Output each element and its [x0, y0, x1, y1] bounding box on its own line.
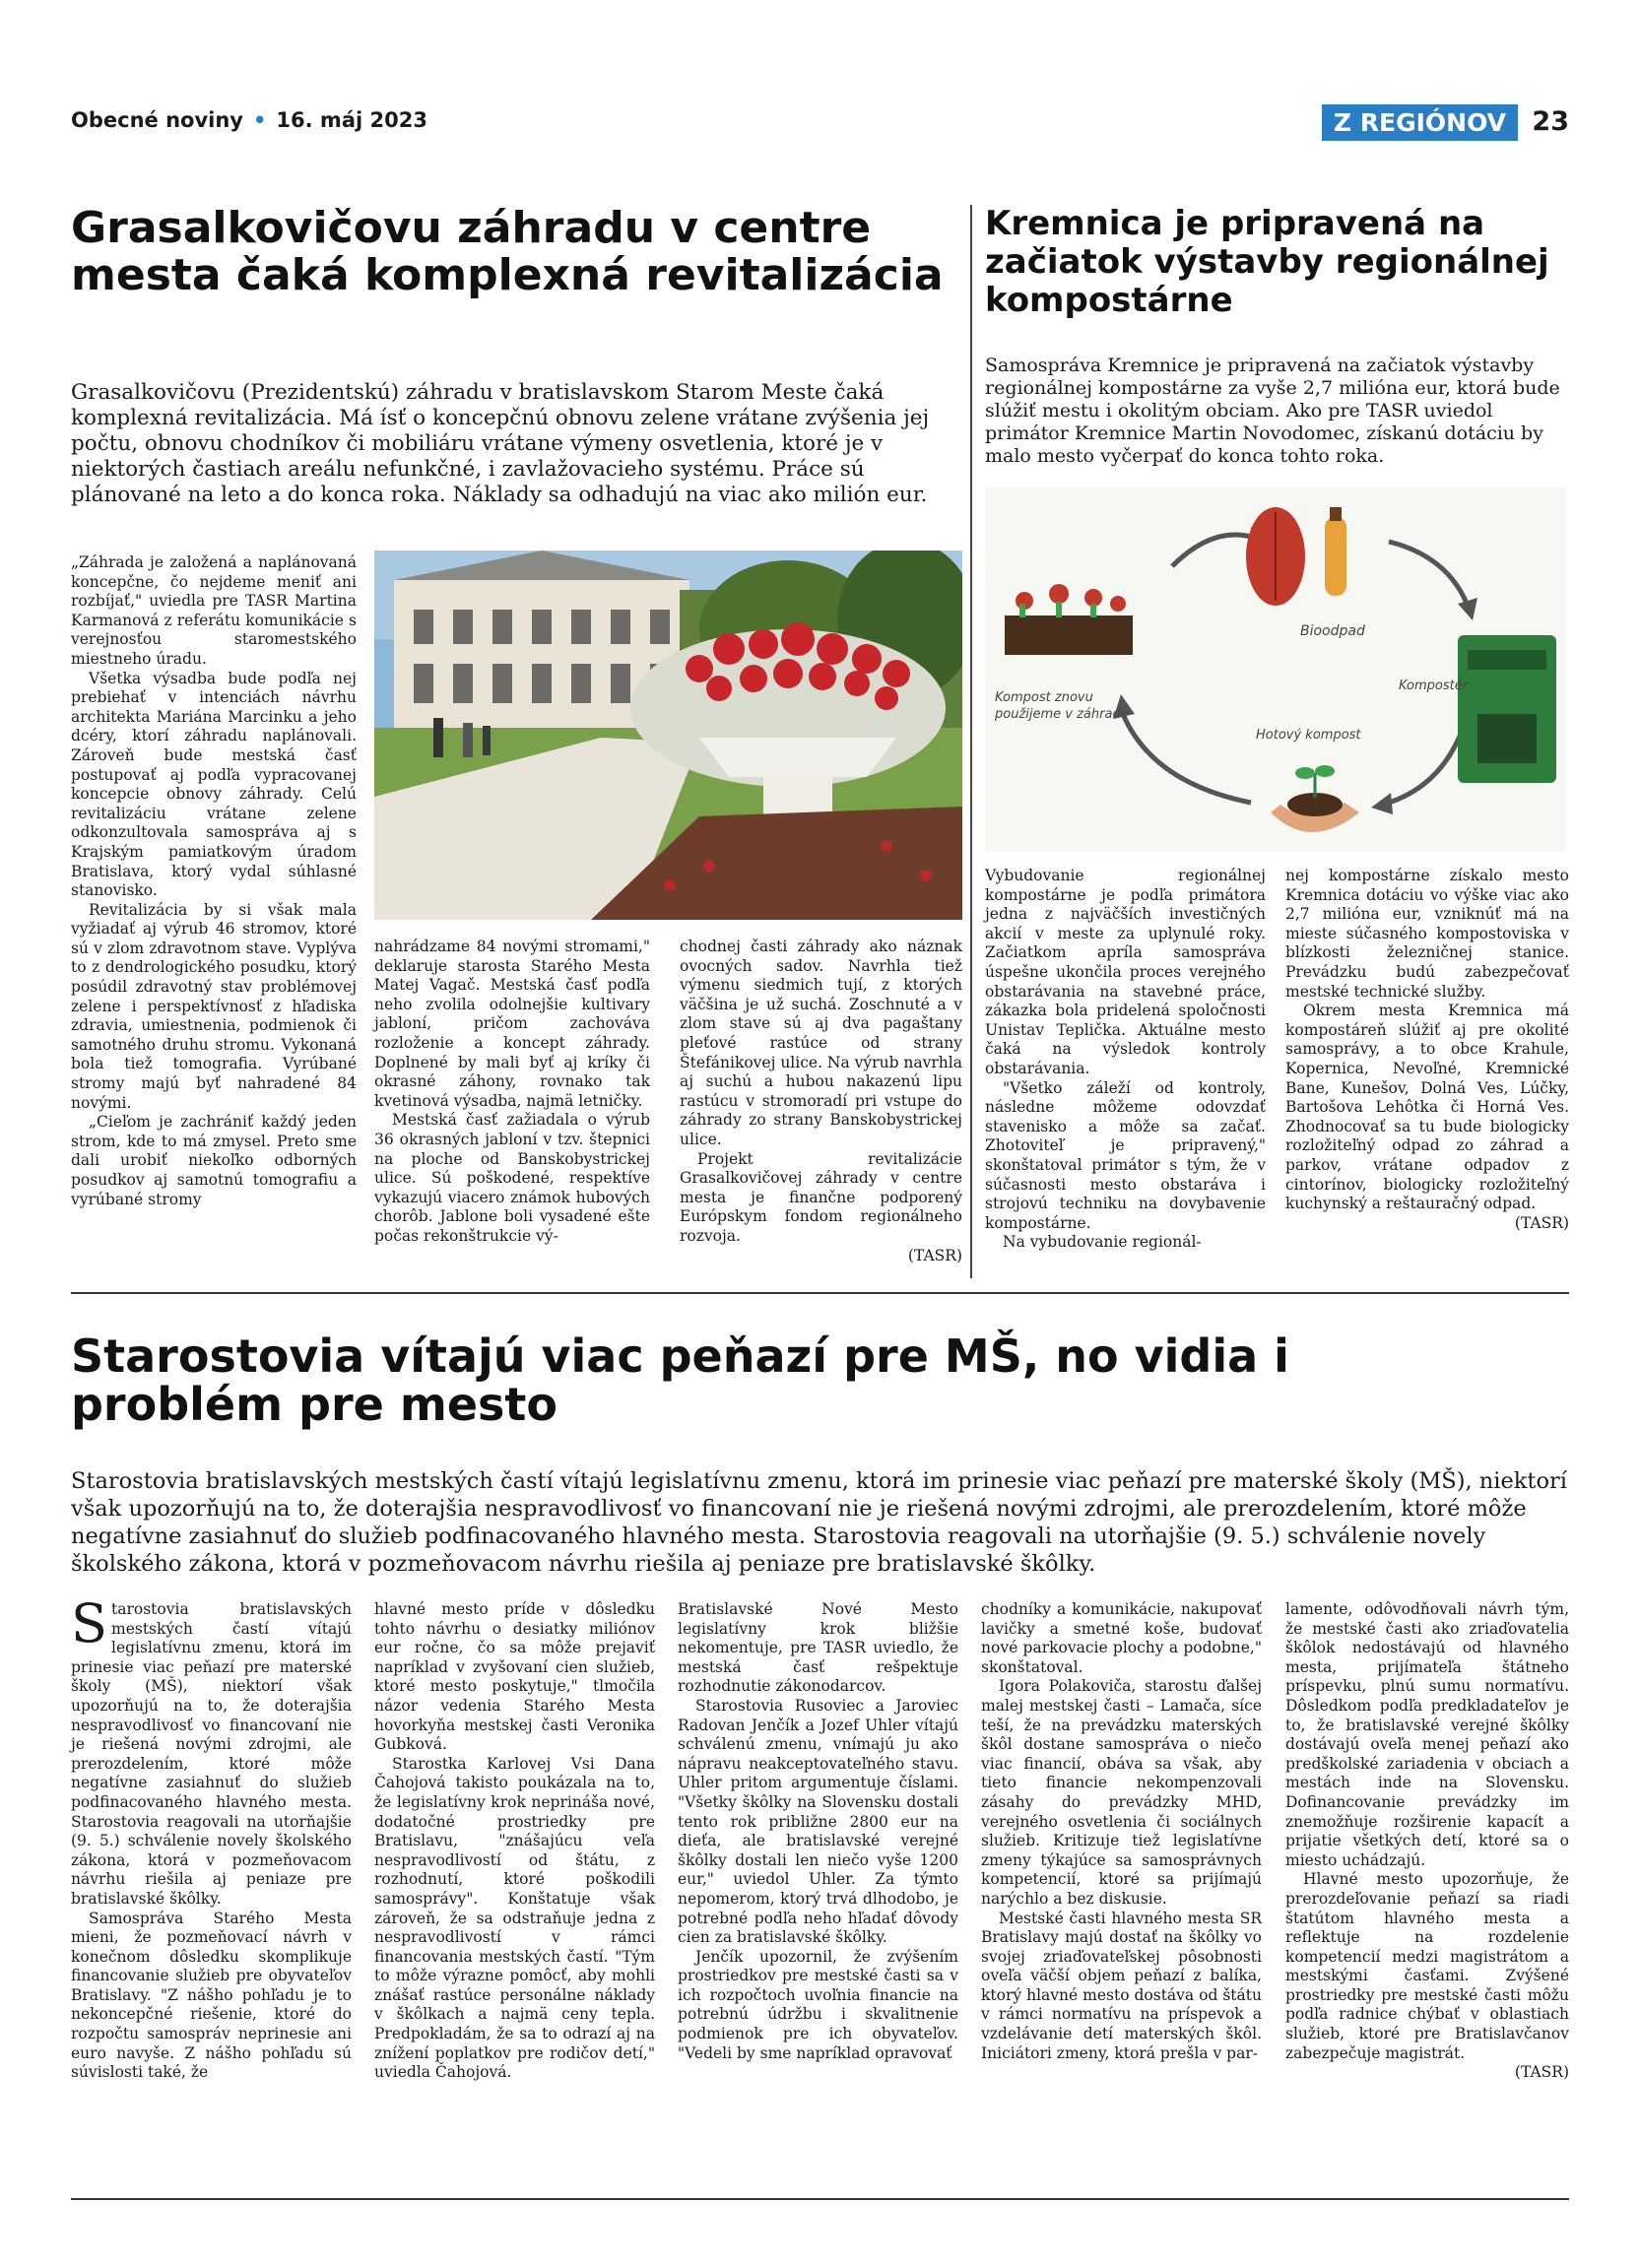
article1-column-2 [374, 938, 650, 1247]
article2-title: Kremnica je pripravená na začiatok výstavby regionálnej kompostárne [985, 204, 1549, 320]
page-number: 23 [1532, 106, 1569, 137]
paragraph: hlavné mesto príde v dôsledku tohto návrhu o desiatky miliónov eur ročne, čo sa môže prejaviť napríklad v zvyšovaní cien služieb, ktoré mesto poskytuje," tlmočila názor vedenia Starého Mesta hovorkyňa mestskej časti Veronika Gubková. [374, 1600, 655, 1754]
article2-lead: Samospráva Kremnice je pripravená na začiatok výstavby regionálnej kompostárne za vyše 2,7 milióna eur, ktorá bude slúžiť mestu i okolitým obciam. Ako pre TASR uviedol primátor Kremnice Martin Novodomec, získanú dotáciu by malo mesto vyčerpať do konca tohto roka. [985, 355, 1560, 467]
kompost-znovu-label [995, 689, 1162, 778]
bullet-icon: • [252, 108, 267, 132]
article1-signature: (TASR) [907, 1246, 962, 1264]
bottom-divider [71, 2198, 1569, 2200]
paragraph: Vybudovanie regionálnej kompostárne je podľa primátora jedna z najväčších investičných akcií v meste za uplynulé roky. Začiatkom apríla samospráva úspešne ukončila proces verejného obstarávania na stavebné práce, zákazka bola pridelená spoločnosti Unistav Teplička. Aktuálne mesto čaká na výsledok kontroly obstarávania. [985, 867, 1266, 1077]
hotovy-kompost-label-text: Hotový kompost [1256, 728, 1361, 743]
article3-column-4 [981, 1600, 1262, 2063]
paragraph: Projekt revitalizácie Grasalkovičovej záhrady v centre mesta je finančne podporený Európskym fondom regionálneho rozvoja. [680, 1149, 962, 1245]
paragraph: Mestské časti hlavného mesta SR Bratislavy majú dostať na škôlky vo svojej zriaďovateľskej pôsobnosti oveľa väčší objem peňazí z balíka, ktorý hlavné mesto dostáva od štátu v rámci normatívu na príspevok a vzdelávanie detí materských škôl. Iniciátori zmeny, ktorá prešla v par- [981, 1909, 1262, 2062]
paragraph: chodníky a komunikácie, nakupovať lavičky a smetné koše, budovať nové parkovacie plochy a podobne," skonštatoval. [981, 1600, 1262, 1676]
column-divider [970, 205, 972, 1278]
article1-column-3 [680, 938, 962, 1265]
article1-title: Grasalkovičovu záhradu v centre mesta čaká komplexná revitalizácia [71, 203, 944, 300]
komposter-label-text: Kompostér [1399, 679, 1469, 693]
paragraph: Mestská časť zažiadala o výrub 36 okrasných jabloní v tzv. štepnici na ploche od Banskobystrickej ulice. Sú poškodené, respektíve vykazujú viacero známok hubových chorôb. Jablone boli vysadené ešte počas rekonštrukcie vý- [374, 1111, 650, 1245]
paragraph: chodnej časti záhrady ako náznak ovocných sadov. Navrhla tiež výmenu siedmich tují, z ktorých väčšina je už suchá. Zoschnuté a v zlom stave sú aj dva pagaštany pleťové rastúce od strany Štefánikovej ulice. Na výrub navrhla aj suchú a hubou nakazenú lipu rastúcu v stromoradí pri vstupe do záhrady zo strany Banskobystrickej ulice. [680, 938, 962, 1148]
paragraph-text: tarostovia bratislavských mestských častí vítajú legislatívnu zmenu, ktorá im prinesie viac peňazí pre materské školy (MŠ), niektorí však upozorňujú na to, že doterajšia nespravodlivosť vo financovaní nie je riešená novými zdrojmi, ale prerozdelením, ktoré môže negatívne zasiahnuť do služieb podfinacovaného hlavného mesta. Starostovia reagovali na utorňajšie (9. 5.) schválenie novely školského zákona, ktorá v pozmeňovacom návrhu riešila aj peniaze pre bratislavské škôlky. [71, 1600, 352, 1908]
paragraph: „Záhrada je založená a naplánovaná koncepčne, čo nejdeme meniť ani rozbíjať," uviedla pre TASR Martina Karmanová z referátu komunikácie s verejnosťou staromestského miestneho úradu. [71, 553, 357, 668]
article1-lead: Grasalkovičovu (Prezidentskú) záhradu v bratislavskom Starom Meste čaká komplexná revitalizácia. Má ísť o koncepčnú obnovu zelene vrátane zvýšenia jej počtu, obnovu chodníkov či mobiliáru vrátane výmeny osvetlenia, ktoré je v niektorých častiach areálu nefunkčné, i zavlažovacieho systému. Práce sú plánované na leto a do konca roka. Náklady sa odhadujú na viac ako milión eur. [71, 380, 930, 507]
article2-signature: (TASR) [1514, 1213, 1569, 1232]
publication-name: Obecné noviny [71, 108, 243, 132]
article2-column-2 [1285, 867, 1569, 1233]
article3-column-2 [374, 1600, 655, 2083]
article3-column-5 [1285, 1600, 1569, 2083]
article3-column-3 [678, 1600, 958, 2063]
article2-column-1 [985, 867, 1266, 1253]
paragraph: Starostka Karlovej Vsi Dana Čahojová takisto poukázala na to, že legislatívny krok neprináša nové, dodatočné prostriedky pre Bratislavu, "znášajúcu veľa nespravodlivostí od štátu, z rozhodnutí, ktoré poškodili samosprávy". Konštatuje však zároveň, že sa odstraňuje jedna z nespravodlivostí v rámci financovania mestských častí. "Tým to môže výrazne pomôcť, aby mohli znášať rastúce personálne náklady v škôlkach a najmä ceny tepla. Predpokladám, že sa to odrazí aj na znížení poplatkov pre rodičov detí," uviedla Čahojová. [374, 1754, 655, 2082]
paragraph: lamente, odôvodňovali návrh tým, že mestské časti ako zriaďovatelia škôlok nedostávajú od hlavného mesta, prijímateľa štátneho príspevku, plnú sumu normatívu. Dôsledkom podľa predkladateľov je to, že bratislavské verejné škôlky dostávajú oveľa menej peňazí ako predškolské zariadenia v obciach a mestách inde na Slovensku. Dofinancovanie prevádzky im znemožňuje rozširenie kapacít a prijatie všetkých detí, ktoré sa o miesto uchádzajú. [1285, 1600, 1569, 1869]
bioodpad-label-text: Bioodpad [1300, 623, 1365, 639]
paragraph: „Cieľom je zachrániť každý jeden strom, kde to má zmysel. Preto sme dali urobiť niekoľko odborných posudkov aj samotnú tomografiu a vyrúbané stromy [71, 1113, 357, 1208]
article3-lead: Starostovia bratislavských mestských častí vítajú legislatívnu zmenu, ktorá im prinesie viac peňazí pre materské školy (MŠ), niektorí však upozorňujú na to, že doterajšia nespravodlivosť vo financovaní nie je riešená novými zdrojmi, ale prerozdelením, ktoré môže negatívne zasiahnuť do služieb podfinacovaného hlavného mesta. Starostovia reagovali na utorňajšie (9. 5.) schválenie novely školského zákona, ktorá v pozmeňovacom návrhu riešila aj peniaze pre bratislavské škôlky. [71, 1468, 1567, 1577]
article1-column-1 [71, 553, 357, 1209]
page-header [71, 104, 1569, 144]
article3-signature: (TASR) [1514, 2063, 1569, 2082]
paragraph: Všetka výsadba bude podľa nej prebiehať v intenciách návrhu architekta Mariána Marcinku a jeho dcéry, ktorí záhradu naplánovali. Zároveň bude mestská časť postupovať aj podľa vypracovanej koncepcie obnovy záhrady. Celú revitalizáciu vrátane zelene odkonzultovala samospráva aj s Krajským pamiatkovým úradom Bratislava, ktorý vydal súhlasné stanovisko. [71, 669, 357, 900]
paragraph: Bratislavské Nové Mesto legislatívny krok bližšie nekomentuje, pre TASR uviedlo, že mestská časť rešpektuje rozhodnutie zákonodarcov. [678, 1600, 958, 1696]
bioodpad-label [1300, 623, 1365, 639]
paragraph: Samospráva Starého Mesta mieni, že pozmeňovací návrh v konečnom dôsledku skomplikuje financovanie služieb pre obyvateľov Bratislavy. "Z nášho pohľadu je to nekoncepčné riešenie, ktoré do rozpočtu samospráv neprinesie ani euro navyše. Z nášho pohľadu sú súvislosti také, že [71, 1909, 352, 2082]
paragraph: Jenčík upozornil, že zvýšením prostriedkov pre mestské časti sa v ich rozpočtoch uvoľnia financie na potrebnú údržbu i skvalitnenie podmienok pre ich obyvateľov. "Vedeli by sme napríklad opravovať [678, 1947, 958, 2062]
paragraph: "Všetko záleží od kontroly, následne môžeme odovzdať stavenisko a môže sa začať. Zhotoviteľ je pripravený," skonštatoval primátor s tým, že v súčasnosti mesto obstaráva i strojovú techniku na dovybavenie kompostárne. [985, 1078, 1266, 1232]
garden-photo-image [374, 551, 962, 920]
paragraph [71, 1592, 352, 1910]
paragraph: Revitalizácia by si však mala vyžiadať aj výrub 46 stromov, ktoré sú v zlom zdravotnom stave. Vyplýva to z dendrologického posudku, ktorý posúdil zdravotný stav problémovej zelene i perspektívnosť z hľadiska zdravia, umiestnenia, podmienok či samotného druhu stromu. Vykonaná bola tiež tomografia. Vyrúbané stromy majú byť nahradené 84 novými. [71, 900, 357, 1112]
article3-column-1 [71, 1592, 352, 2083]
paragraph: Igora Polakoviča, starostu ďalšej malej mestskej časti – Lamača, síce teší, že na prevádzku materských škôl dostane samospráva o niečo viac financií, obáva sa však, aby tieto financie nekompenzovali zásahy do prevádzky MHD, verejného osvetlenia či sociálnych služieb. Kritizuje tiež legislatívne zmeny týkajúce sa samosprávnych kompetencií, ktoré sa prijímajú narýchlo a bez diskusie. [981, 1677, 1262, 1908]
drop-cap: S [71, 1592, 107, 1654]
paragraph: Okrem mesta Kremnica má kompostáreň slúžiť aj pre okolité samosprávy, a to obce Krahule, Kopernica, Nevoľné, Kremnické Bane, Kunešov, Dolná Ves, Lúčky, Bartošova Lehôtka či Horná Ves. Zhodnocovať sa tu bude biologicky rozložiteľný odpad zo záhrad a parkov, vrátane odpadov z cintorínov, biologicky rozložiteľný kuchynský a reštauračný odpad. [1285, 1002, 1569, 1213]
issue-date: 16. máj 2023 [276, 108, 427, 132]
paragraph: nej kompostárne získalo mesto Kremnica dotáciu vo výške viac ako 2,7 milióna eur, vzniknúť má na mieste súčasného kompostoviska v blízkosti železničnej stanice. Prevádzku budú zabezpečovať mestské technické služby. [1285, 867, 1569, 1001]
compost-cycle-diagram [985, 487, 1566, 852]
paragraph: nahrádzame 84 novými stromami," deklaruje starosta Starého Mesta Matej Vagač. Mestská časť podľa neho zvolila odolnejšie kultivary jabloní, pričom zachováva rozloženie a koncept záhrady. Doplnené by mali byť aj kríky či okrasné záhony, rovnako tak kvetinová výsadba, najmä letničky. [374, 938, 650, 1110]
section-divider [71, 1292, 1569, 1294]
paragraph: Na vybudovanie regionál- [1003, 1233, 1202, 1252]
paragraph: Starostovia Rusoviec a Jaroviec Radovan Jenčík a Jozef Uhler vítajú schválenú zmenu, vnímajú ju ako nápravu neakceptovateľného stavu. Uhler pritom argumentuje číslami. "Všetky škôlky na Slovensku dostali tento rok približne 2800 eur na dieťa, ale bratislavské verejné škôlky dostali len niečo vyše 1200 eur," uviedol Uhler. Za týmto nepomerom, ktorý trvá dlhodobo, je potrebné podľa neho hľadať dôvody cien za bratislavské škôlky. [678, 1696, 958, 1947]
article3-title: Starostovia vítajú viac peňazí pre MŠ, no vidia i problém pre mesto [71, 1329, 1289, 1431]
masthead [71, 108, 427, 132]
compost-cycle-illustration [985, 487, 1566, 852]
garden-photo [374, 551, 962, 920]
section-label: Z REGIÓNOV [1322, 104, 1518, 141]
paragraph: Hlavné mesto upozorňuje, že prerozdeľovanie peňazí sa riadi štatútom hlavného mesta a reflektuje na rozdelenie kompetencií medzi magistrátom a mestskými časťami. Zvýšené prostriedky pre mestské časti môžu podľa radnice chýbať v oblastiach služieb, ktoré pre Bratislavčanov zabezpečuje magistrát. [1285, 1870, 1569, 2062]
kompost-znovu-label-text: Kompost znovu použijeme v záhrade [995, 690, 1129, 722]
